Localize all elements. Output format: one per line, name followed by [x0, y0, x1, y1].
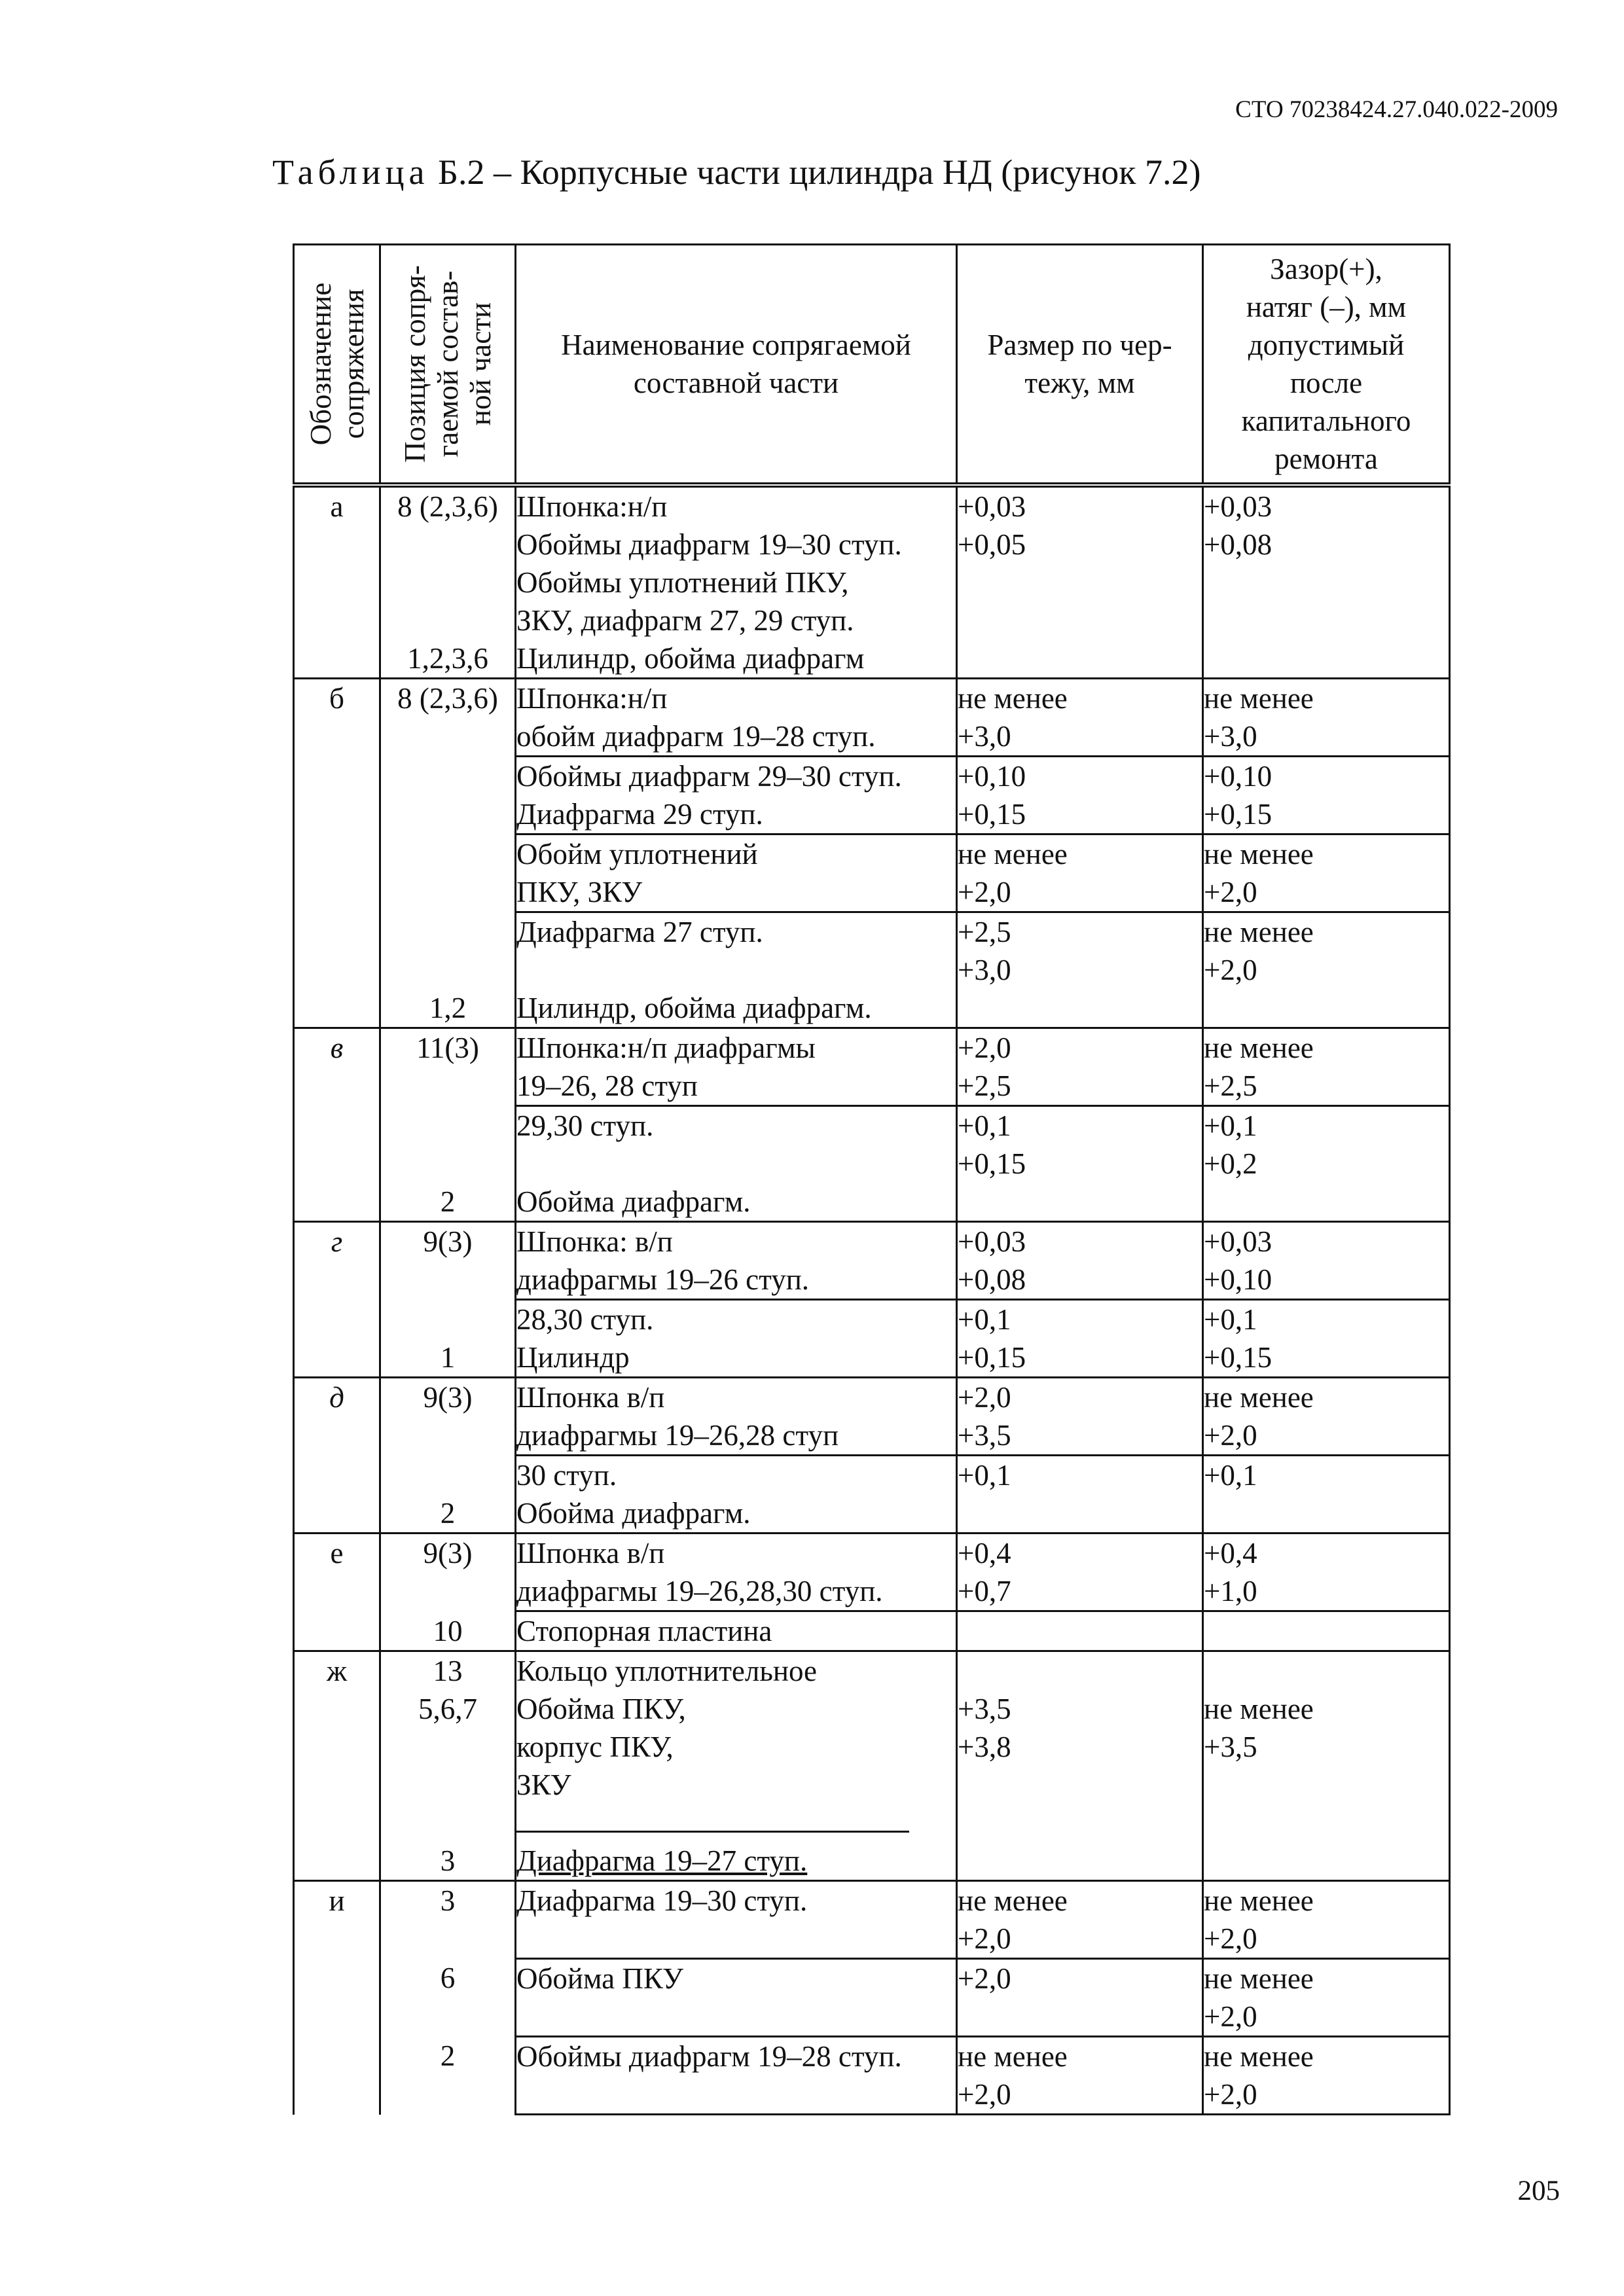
cell-line	[958, 1998, 1202, 2036]
row-code	[294, 1881, 380, 2115]
col-header-name-line1: Наименование сопрягаемой	[561, 329, 911, 361]
cell-line: +2,0	[958, 1962, 1011, 1995]
cell-line: +0,08	[1204, 528, 1272, 561]
row-names	[516, 1106, 957, 1222]
cell-line: 8 (2,3,6)	[397, 490, 498, 523]
row-gap	[1203, 1106, 1450, 1222]
row-gap	[1203, 1028, 1450, 1106]
cell-line: +1,0	[1204, 1575, 1257, 1607]
row-code	[294, 1534, 380, 1651]
row-gap	[1203, 485, 1450, 679]
cell-line	[516, 951, 956, 989]
cell-line: не менее	[1204, 838, 1314, 870]
cell-line: +2,0	[958, 2078, 1011, 2111]
cell-line: Цилиндр, обойма диафрагм	[516, 642, 865, 675]
cell-line: +3,8	[958, 1731, 1011, 1763]
col-header-size-line2: тежу, мм	[1024, 367, 1135, 399]
cell-line: +0,1	[958, 1303, 1011, 1336]
row-position	[380, 485, 516, 679]
cell-line: Обойм уплотнений	[516, 838, 758, 870]
col-header-gap-line4: после	[1290, 367, 1363, 399]
cell-line: Шпонка в/п	[516, 1381, 665, 1414]
cell-line: +2,0	[958, 1381, 1011, 1414]
cell-line: диафрагмы 19–26 ступ.	[516, 1263, 810, 1296]
row-position	[380, 1881, 516, 1959]
cell-line: Обоймы диафрагм 19–28 ступ.	[516, 2040, 902, 2073]
row-names	[516, 1456, 957, 1534]
row-size	[957, 1881, 1203, 1959]
cell-line: +0,7	[958, 1575, 1011, 1607]
row-gap	[1203, 1881, 1450, 1959]
col-header-position-line3: ной части	[464, 302, 497, 426]
position-bottom: 10	[433, 1615, 463, 1647]
row-gap	[1203, 912, 1450, 1028]
col-header-gap	[1203, 245, 1450, 486]
cell-line: Обоймы диафрагм 29–30 ступ.	[516, 760, 902, 793]
cell-line: ЗКУ	[516, 1768, 571, 1801]
col-header-gap-line6: ремонта	[1274, 442, 1378, 475]
row-size	[957, 1028, 1203, 1106]
cell-line: корпус ПКУ,	[516, 1731, 674, 1763]
cell-line: диафрагмы 19–26,28 ступ	[516, 1419, 839, 1452]
cell-line	[516, 1920, 956, 1958]
table-row	[294, 679, 1450, 757]
row-size	[957, 1611, 1203, 1651]
position-bottom: 3	[440, 1844, 456, 1877]
row-size	[957, 1378, 1203, 1456]
cell-line: +3,5	[1204, 1731, 1257, 1763]
row-names	[516, 1378, 957, 1456]
cell-line: г	[331, 1225, 343, 1258]
cell-line: +0,10	[1204, 760, 1272, 793]
cell-line: +0,15	[958, 1147, 1026, 1180]
cell-line: +3,0	[958, 954, 1011, 986]
row-code	[294, 485, 380, 679]
cell-line: в	[330, 1031, 344, 1064]
row-size	[957, 1651, 1203, 1881]
col-header-position	[380, 245, 516, 486]
cell-line: +0,4	[1204, 1537, 1257, 1570]
cell-line: Шпонка в/п	[516, 1537, 665, 1570]
row-names	[516, 912, 957, 1028]
cell-line: +0,10	[1204, 1263, 1272, 1296]
col-header-position-line1: Позиция сопря-	[399, 265, 431, 463]
row-gap	[1203, 757, 1450, 834]
cell-line: +3,0	[1204, 720, 1257, 753]
row-size	[957, 1959, 1203, 2037]
cell-line: б	[329, 682, 344, 715]
row-gap	[1203, 1651, 1450, 1881]
blank-line	[516, 1804, 909, 1833]
cell-line: +2,0	[1204, 1922, 1257, 1955]
cell-line	[516, 1804, 956, 1842]
cell-line: Диафрагма 19–30 ступ.	[516, 1884, 808, 1917]
cell-line: не менее	[1204, 682, 1314, 715]
cell-line	[516, 1998, 956, 2036]
col-header-designation-line2: сопряжения	[336, 289, 370, 439]
cell-line: а	[330, 490, 344, 523]
cell-line: +0,1	[958, 1459, 1011, 1492]
cell-line: Обойма ПКУ,	[516, 1693, 686, 1725]
row-names	[516, 1881, 957, 1959]
row-size	[957, 485, 1203, 679]
cell-line: ПКУ, ЗКУ	[516, 876, 643, 908]
cell-line: +3,0	[958, 720, 1011, 753]
table-row	[294, 1534, 1450, 1611]
table-row	[294, 1222, 1450, 1300]
cell-line: 29,30 ступ.	[516, 1109, 654, 1142]
cell-line: +2,0	[1204, 2078, 1257, 2111]
row-size	[957, 1534, 1203, 1611]
cell-line: Обоймы уплотнений ПКУ,	[516, 566, 849, 599]
cell-line: 30 ступ.	[516, 1459, 617, 1492]
cell-line: +2,0	[958, 1031, 1011, 1064]
row-names	[516, 679, 957, 757]
cell-line: +0,03	[1204, 1225, 1272, 1258]
cell-line	[958, 1612, 1202, 1650]
row-gap	[1203, 2037, 1450, 2115]
position-bottom: 1,2	[429, 992, 467, 1024]
cell-line: +0,4	[958, 1537, 1011, 1570]
cell-line: диафрагмы 19–26,28,30 ступ.	[516, 1575, 883, 1607]
row-names	[516, 2037, 957, 2115]
cell-line: +2,5	[958, 1069, 1011, 1102]
row-size	[957, 679, 1203, 757]
row-position	[380, 1651, 516, 1881]
cell-line: +2,5	[958, 916, 1011, 948]
row-position	[380, 1534, 516, 1651]
cell-line: +0,03	[958, 1225, 1026, 1258]
cell-line: +0,15	[1204, 1341, 1272, 1374]
cell-line: +0,1	[958, 1109, 1011, 1142]
row-code	[294, 1222, 380, 1378]
table-subrow	[294, 1959, 1450, 2037]
cell-line: Стопорная пластина	[516, 1615, 772, 1647]
cell-line: +0,15	[1204, 798, 1272, 831]
cell-line: +0,03	[1204, 490, 1272, 523]
cell-line: 9(3)	[423, 1381, 473, 1414]
cell-line: +3,5	[958, 1693, 1011, 1725]
cell-line: ЗКУ, диафрагм 27, 29 ступ.	[516, 604, 854, 637]
row-names	[516, 757, 957, 834]
position-bottom: 1	[440, 1341, 456, 1374]
row-gap	[1203, 1959, 1450, 2037]
cell-line: не менее	[1204, 1381, 1314, 1414]
col-header-size-line1: Размер по чер-	[987, 329, 1172, 361]
cell-line: не менее	[958, 2040, 1068, 2073]
cell-line	[958, 1652, 1202, 1690]
cell-line: не менее	[958, 682, 1068, 715]
cell-line: Цилиндр	[516, 1341, 630, 1374]
cell-line: +2,0	[958, 1922, 1011, 1955]
row-names	[516, 1300, 957, 1378]
cell-line: не менее	[1204, 1031, 1314, 1064]
col-header-gap-line2: натяг (–), мм	[1246, 291, 1407, 323]
cell-line: Диафрагма 29 ступ.	[516, 798, 763, 831]
document-code: СТО 70238424.27.040.022-2009	[1235, 96, 1558, 123]
col-header-gap-line1: Зазор(+),	[1270, 253, 1382, 285]
col-header-designation-line1: Обозначение	[304, 282, 337, 446]
col-header-name	[516, 245, 957, 486]
cell-line: д	[329, 1381, 344, 1414]
cell-line: +0,08	[958, 1263, 1026, 1296]
cell-line: +0,15	[958, 1341, 1026, 1374]
row-names	[516, 834, 957, 912]
cell-line: +3,5	[958, 1419, 1011, 1452]
cell-line: 28,30 ступ.	[516, 1303, 654, 1336]
cell-line: 9(3)	[423, 1537, 473, 1570]
position-bottom: 2	[440, 1497, 456, 1530]
row-gap	[1203, 1611, 1450, 1651]
cell-line: не менее	[958, 1884, 1068, 1917]
cell-line: +0,1	[1204, 1303, 1257, 1336]
cell-line: +0,1	[1204, 1109, 1257, 1142]
table-title	[272, 152, 1200, 192]
cell-line: +2,0	[1204, 954, 1257, 986]
row-position	[380, 1378, 516, 1534]
cell-line: 9(3)	[423, 1225, 473, 1258]
cell-line: не менее	[1204, 1693, 1314, 1725]
row-code	[294, 679, 380, 1028]
cell-line: Шпонка:н/п	[516, 682, 668, 715]
cell-line: не менее	[1204, 1962, 1314, 1995]
table-row	[294, 1881, 1450, 1959]
cell-line: +0,05	[958, 528, 1026, 561]
cell-line: Обоймы диафрагм 19–30 ступ.	[516, 528, 902, 561]
cell-line: Обойма ПКУ	[516, 1962, 683, 1995]
row-position	[380, 1028, 516, 1222]
row-names	[516, 1611, 957, 1651]
row-position	[380, 1222, 516, 1378]
cell-line: +0,10	[958, 760, 1026, 793]
cell-line: 8 (2,3,6)	[397, 682, 498, 715]
row-size	[957, 834, 1203, 912]
cell-line: Диафрагма 19–27 ступ.	[516, 1844, 808, 1877]
cell-line: Шпонка:н/п	[516, 490, 668, 523]
cell-line: 19–26, 28 ступ	[516, 1069, 698, 1102]
cell-line: не менее	[958, 838, 1068, 870]
table-subrow	[294, 2037, 1450, 2115]
row-size	[957, 2037, 1203, 2115]
cell-line: и	[329, 1884, 345, 1917]
cell-line: 11(3)	[416, 1031, 479, 1064]
cell-line: +2,0	[1204, 1419, 1257, 1452]
cell-line: е	[330, 1537, 344, 1570]
cell-line: 2	[440, 2039, 456, 2072]
cell-line	[516, 2075, 956, 2113]
row-code	[294, 1651, 380, 1881]
cell-line: не менее	[1204, 2040, 1314, 2073]
cell-line: +0,1	[1204, 1459, 1257, 1492]
cell-line: +2,5	[1204, 1069, 1257, 1102]
row-size	[957, 1300, 1203, 1378]
spec-table	[293, 243, 1451, 2115]
col-header-position-line2: гаемой состав-	[431, 270, 464, 457]
row-code	[294, 1378, 380, 1534]
table-title-text: Б.2 – Корпусные части цилиндра НД (рисунок 7.2)	[429, 152, 1201, 192]
col-header-gap-line3: допустимый	[1248, 329, 1405, 361]
row-gap	[1203, 1300, 1450, 1378]
cell-line: Шпонка: в/п	[516, 1225, 673, 1258]
cell-line: не менее	[1204, 916, 1314, 948]
cell-line: 6	[440, 1961, 456, 1994]
table-row	[294, 1651, 1450, 1881]
cell-line: Цилиндр, обойма диафрагм.	[516, 992, 872, 1024]
row-size	[957, 1106, 1203, 1222]
row-names	[516, 1028, 957, 1106]
position-bottom: 2	[440, 1185, 456, 1218]
row-gap	[1203, 1378, 1450, 1456]
row-gap	[1203, 1456, 1450, 1534]
cell-line: Диафрагма 27 ступ.	[516, 916, 763, 948]
row-gap	[1203, 834, 1450, 912]
header-row	[294, 245, 1450, 486]
cell-line	[516, 1145, 956, 1183]
cell-line: обойм диафрагм 19–28 ступ.	[516, 720, 876, 753]
row-gap	[1203, 1222, 1450, 1300]
cell-line: Обойма диафрагм.	[516, 1497, 751, 1530]
cell-line: +2,0	[1204, 876, 1257, 908]
cell-line: не менее	[1204, 1884, 1314, 1917]
row-gap	[1203, 679, 1450, 757]
col-header-name-line2: составной части	[633, 367, 839, 399]
row-size	[957, 757, 1203, 834]
table-row	[294, 1028, 1450, 1106]
cell-line: +0,15	[958, 798, 1026, 831]
row-size	[957, 912, 1203, 1028]
cell-line	[1204, 1652, 1449, 1690]
cell-line: +0,03	[958, 490, 1026, 523]
cell-line: 5,6,7	[418, 1693, 477, 1725]
row-position	[380, 1959, 516, 2037]
row-names	[516, 1651, 957, 1881]
table-row	[294, 1378, 1450, 1456]
position-bottom: 1,2,3,6	[407, 642, 488, 675]
col-header-designation	[294, 245, 380, 486]
row-names	[516, 1222, 957, 1300]
row-size	[957, 1456, 1203, 1534]
cell-line	[1204, 1612, 1449, 1650]
cell-line: Шпонка:н/п диафрагмы	[516, 1031, 816, 1064]
row-names	[516, 1959, 957, 2037]
table-row	[294, 485, 1450, 679]
row-names	[516, 485, 957, 679]
row-names	[516, 1534, 957, 1611]
page-number: 205	[1517, 2176, 1560, 2206]
col-header-gap-line5: капитального	[1241, 404, 1411, 437]
cell-line: 13	[433, 1655, 463, 1687]
row-gap	[1203, 1534, 1450, 1611]
cell-line: 3	[440, 1884, 456, 1917]
cell-line: ж	[326, 1655, 348, 1687]
row-position	[380, 679, 516, 1028]
row-size	[957, 1222, 1203, 1300]
row-code	[294, 1028, 380, 1222]
cell-line: Обойма диафрагм.	[516, 1185, 751, 1218]
row-position	[380, 2037, 516, 2115]
cell-line: +2,0	[1204, 2000, 1257, 2033]
cell-line: +0,2	[1204, 1147, 1257, 1180]
col-header-size	[957, 245, 1203, 486]
cell-line: +2,0	[958, 876, 1011, 908]
table-title-prefix: Таблица	[272, 152, 429, 192]
cell-line: Кольцо уплотнительное	[516, 1655, 817, 1687]
